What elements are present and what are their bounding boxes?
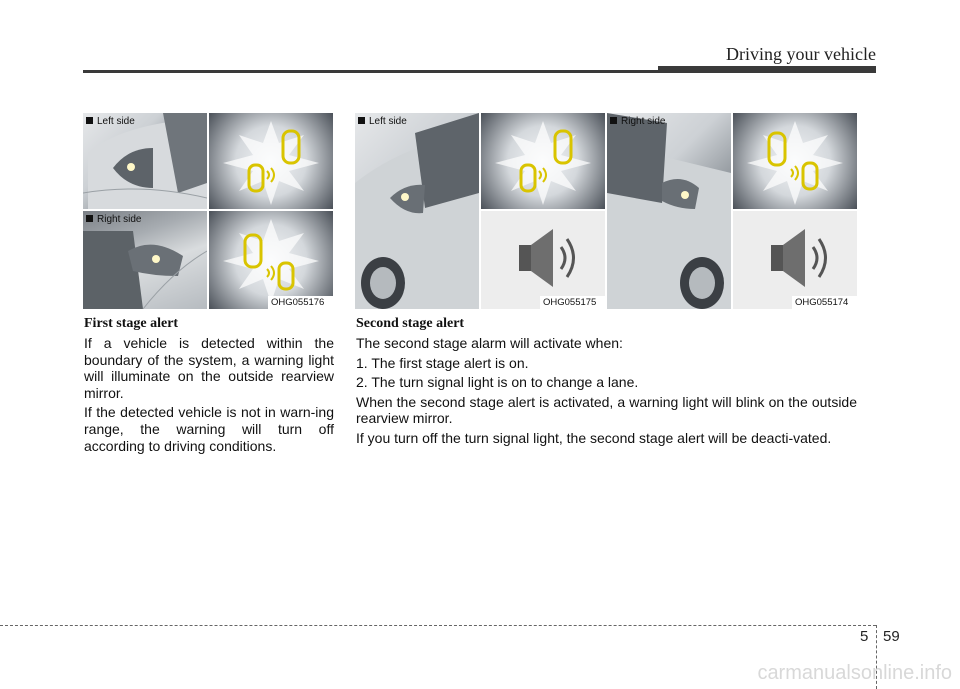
label-left-side — [86, 116, 135, 127]
label-right-side — [610, 116, 665, 127]
detection-diagram-left — [481, 113, 605, 209]
car-photo-left — [355, 113, 479, 309]
speaker-panel-left — [481, 211, 605, 309]
second-stage-heading: Second stage alert — [356, 316, 465, 331]
section-number: 5 — [860, 628, 869, 645]
mirror-photo-right — [83, 211, 207, 309]
car-side-illustration — [355, 113, 479, 309]
paragraph: If you turn off the turn signal light, the second stage alert will be deacti-vated. — [356, 429, 832, 446]
car-detection-icon — [733, 113, 857, 209]
paragraph: The second stage alarm will activate when: — [356, 335, 623, 351]
label-text: Right side — [97, 214, 142, 225]
car-side-illustration — [607, 113, 731, 309]
label-right-side — [86, 214, 141, 225]
figure-code: OHG055176 — [271, 297, 325, 308]
figure-code: OHG055175 — [543, 297, 597, 308]
footer-rule — [0, 625, 876, 626]
detection-diagram-left — [209, 113, 333, 209]
bullet-square-icon — [358, 117, 365, 124]
label-left-side — [358, 116, 407, 127]
label-text: Right side — [621, 116, 666, 127]
paragraph: When the second stage alert is activated, a warning light will blink on the outside rearview mirror. — [356, 393, 857, 427]
bullet-square-icon — [610, 117, 617, 124]
mirror-photo-left — [83, 113, 207, 209]
first-stage-heading: First stage alert — [84, 316, 179, 331]
list-item: 1. The first stage alert is on. — [356, 354, 529, 371]
figure-code: OHG055174 — [795, 297, 849, 308]
speaker-panel-right — [733, 211, 857, 309]
bullet-square-icon — [86, 117, 93, 124]
car-detection-icon — [481, 113, 605, 209]
speaker-icon — [481, 211, 605, 309]
section-title: Driving your vehicle — [726, 44, 876, 64]
second-stage-body — [356, 335, 857, 450]
detection-diagram-right — [733, 113, 857, 209]
detection-diagram-right — [209, 211, 333, 309]
watermark: carmanualsonline.info — [757, 662, 952, 684]
speaker-icon — [733, 211, 857, 309]
list-item: 2. The turn signal light is on to change a lane. — [356, 374, 639, 391]
page-number: 59 — [883, 628, 900, 645]
car-detection-icon — [209, 211, 333, 309]
mirror-left-illustration — [83, 113, 207, 209]
car-detection-icon — [209, 113, 333, 209]
bullet-square-icon — [86, 215, 93, 222]
paragraph: If the detected vehicle is not in warn-ing range, the warning will turn off according to driving conditions. — [84, 404, 334, 454]
paragraph: If a vehicle is detected within the boundary of the system, a warning light will illuminate on the outside rearview mirror. — [84, 335, 334, 401]
car-photo-right — [607, 113, 731, 309]
label-text: Left side — [369, 116, 407, 127]
header-rule-accent — [658, 66, 876, 73]
first-stage-body — [84, 335, 334, 457]
mirror-right-illustration — [83, 211, 207, 309]
label-text: Left side — [97, 116, 135, 127]
